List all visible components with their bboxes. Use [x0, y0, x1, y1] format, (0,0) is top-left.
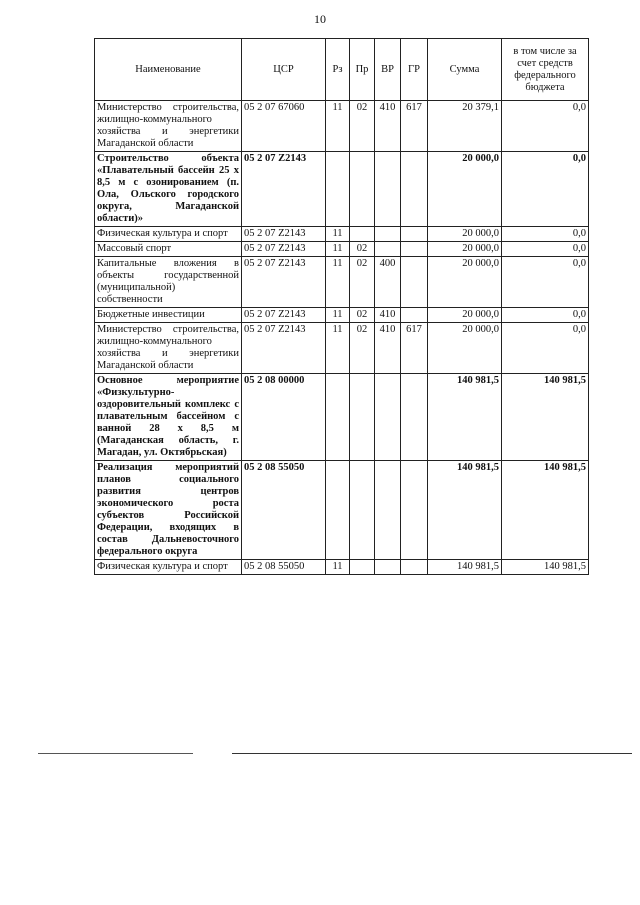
row-sum: 140 981,5 — [428, 560, 502, 575]
row-name: Министерство строительства, жилищно-коммунального хозяйства и энергетики Магаданской области — [95, 323, 242, 374]
row-vr — [375, 560, 401, 575]
row-federal: 0,0 — [502, 323, 589, 374]
footer-rule-right — [232, 753, 632, 754]
row-name: Строительство объекта «Плавательный бассейн 25 х 8,5 м с озонированием (п. Ола, Ольского городского округа, Магаданской области)» — [95, 152, 242, 227]
row-csr: 05 2 07 Z2143 — [242, 323, 326, 374]
row-sum: 20 000,0 — [428, 257, 502, 308]
row-pr — [350, 227, 375, 242]
row-name: Реализация мероприятий планов социального развития центров экономического роста субъектов Российской Федерации, входящих в состав Дальневосточного федерального округа — [95, 461, 242, 560]
header-federal: в том числе за счет средств федерального бюджета — [502, 39, 589, 101]
row-pr: 02 — [350, 257, 375, 308]
row-rz: 11 — [326, 323, 350, 374]
row-vr: 410 — [375, 323, 401, 374]
header-gr: ГР — [401, 39, 428, 101]
row-pr: 02 — [350, 308, 375, 323]
row-rz — [326, 152, 350, 227]
row-pr — [350, 374, 375, 461]
row-name: Министерство строительства, жилищно-коммунального хозяйства и энергетики Магаданской области — [95, 101, 242, 152]
row-vr: 400 — [375, 257, 401, 308]
row-sum: 20 000,0 — [428, 227, 502, 242]
header-csr: ЦСР — [242, 39, 326, 101]
row-federal: 140 981,5 — [502, 374, 589, 461]
table-row — [95, 560, 589, 575]
row-rz — [326, 374, 350, 461]
row-vr — [375, 461, 401, 560]
row-vr: 410 — [375, 308, 401, 323]
row-name: Бюджетные инвестиции — [95, 308, 242, 323]
row-federal: 0,0 — [502, 152, 589, 227]
row-vr — [375, 152, 401, 227]
row-sum: 20 000,0 — [428, 308, 502, 323]
budget-table — [94, 38, 589, 575]
row-pr — [350, 560, 375, 575]
header-pr: Пр — [350, 39, 375, 101]
row-vr — [375, 227, 401, 242]
row-sum: 20 000,0 — [428, 323, 502, 374]
row-csr: 05 2 07 67060 — [242, 101, 326, 152]
row-rz: 11 — [326, 308, 350, 323]
row-csr: 05 2 07 Z2143 — [242, 308, 326, 323]
row-federal: 140 981,5 — [502, 560, 589, 575]
header-sum: Сумма — [428, 39, 502, 101]
row-gr — [401, 461, 428, 560]
row-gr — [401, 227, 428, 242]
row-csr: 05 2 07 Z2143 — [242, 242, 326, 257]
table-row — [95, 101, 589, 152]
header-vr: ВР — [375, 39, 401, 101]
table-row — [95, 227, 589, 242]
row-gr: 617 — [401, 323, 428, 374]
row-gr — [401, 257, 428, 308]
row-sum: 20 379,1 — [428, 101, 502, 152]
table-header-row — [95, 39, 589, 101]
row-gr: 617 — [401, 101, 428, 152]
row-rz: 11 — [326, 560, 350, 575]
table-row — [95, 257, 589, 308]
row-csr: 05 2 07 Z2143 — [242, 152, 326, 227]
row-sum: 140 981,5 — [428, 374, 502, 461]
row-sum: 20 000,0 — [428, 152, 502, 227]
header-rz: Рз — [326, 39, 350, 101]
row-federal: 140 981,5 — [502, 461, 589, 560]
row-pr — [350, 152, 375, 227]
row-gr — [401, 152, 428, 227]
row-csr: 05 2 08 55050 — [242, 461, 326, 560]
row-gr — [401, 374, 428, 461]
row-pr: 02 — [350, 101, 375, 152]
row-gr — [401, 242, 428, 257]
row-vr: 410 — [375, 101, 401, 152]
row-name: Физическая культура и спорт — [95, 227, 242, 242]
row-name: Физическая культура и спорт — [95, 560, 242, 575]
row-rz — [326, 461, 350, 560]
row-federal: 0,0 — [502, 308, 589, 323]
row-pr: 02 — [350, 242, 375, 257]
row-pr: 02 — [350, 323, 375, 374]
row-name: Основное мероприятие «Физкультурно-оздоровительный комплекс с плавательным бассейном с ванной 28 х 8,5 м (Магаданская область, г. Магадан, ул. Октябрьская) — [95, 374, 242, 461]
row-rz: 11 — [326, 257, 350, 308]
table-row — [95, 308, 589, 323]
row-vr — [375, 374, 401, 461]
row-csr: 05 2 07 Z2143 — [242, 227, 326, 242]
header-name: Наименование — [95, 39, 242, 101]
row-name: Массовый спорт — [95, 242, 242, 257]
footer-rule-left — [38, 753, 193, 754]
row-sum: 20 000,0 — [428, 242, 502, 257]
table-row — [95, 152, 589, 227]
row-federal: 0,0 — [502, 242, 589, 257]
table-row — [95, 374, 589, 461]
table-row — [95, 323, 589, 374]
row-sum: 140 981,5 — [428, 461, 502, 560]
row-name: Капитальные вложения в объекты государственной (муниципальной) собственности — [95, 257, 242, 308]
row-csr: 05 2 07 Z2143 — [242, 257, 326, 308]
row-rz: 11 — [326, 227, 350, 242]
table-row — [95, 461, 589, 560]
table-row — [95, 242, 589, 257]
row-rz: 11 — [326, 242, 350, 257]
row-csr: 05 2 08 00000 — [242, 374, 326, 461]
row-rz: 11 — [326, 101, 350, 152]
row-federal: 0,0 — [502, 257, 589, 308]
row-pr — [350, 461, 375, 560]
page-number: 10 — [314, 12, 326, 26]
row-federal: 0,0 — [502, 101, 589, 152]
row-csr: 05 2 08 55050 — [242, 560, 326, 575]
row-gr — [401, 308, 428, 323]
row-federal: 0,0 — [502, 227, 589, 242]
row-vr — [375, 242, 401, 257]
row-gr — [401, 560, 428, 575]
